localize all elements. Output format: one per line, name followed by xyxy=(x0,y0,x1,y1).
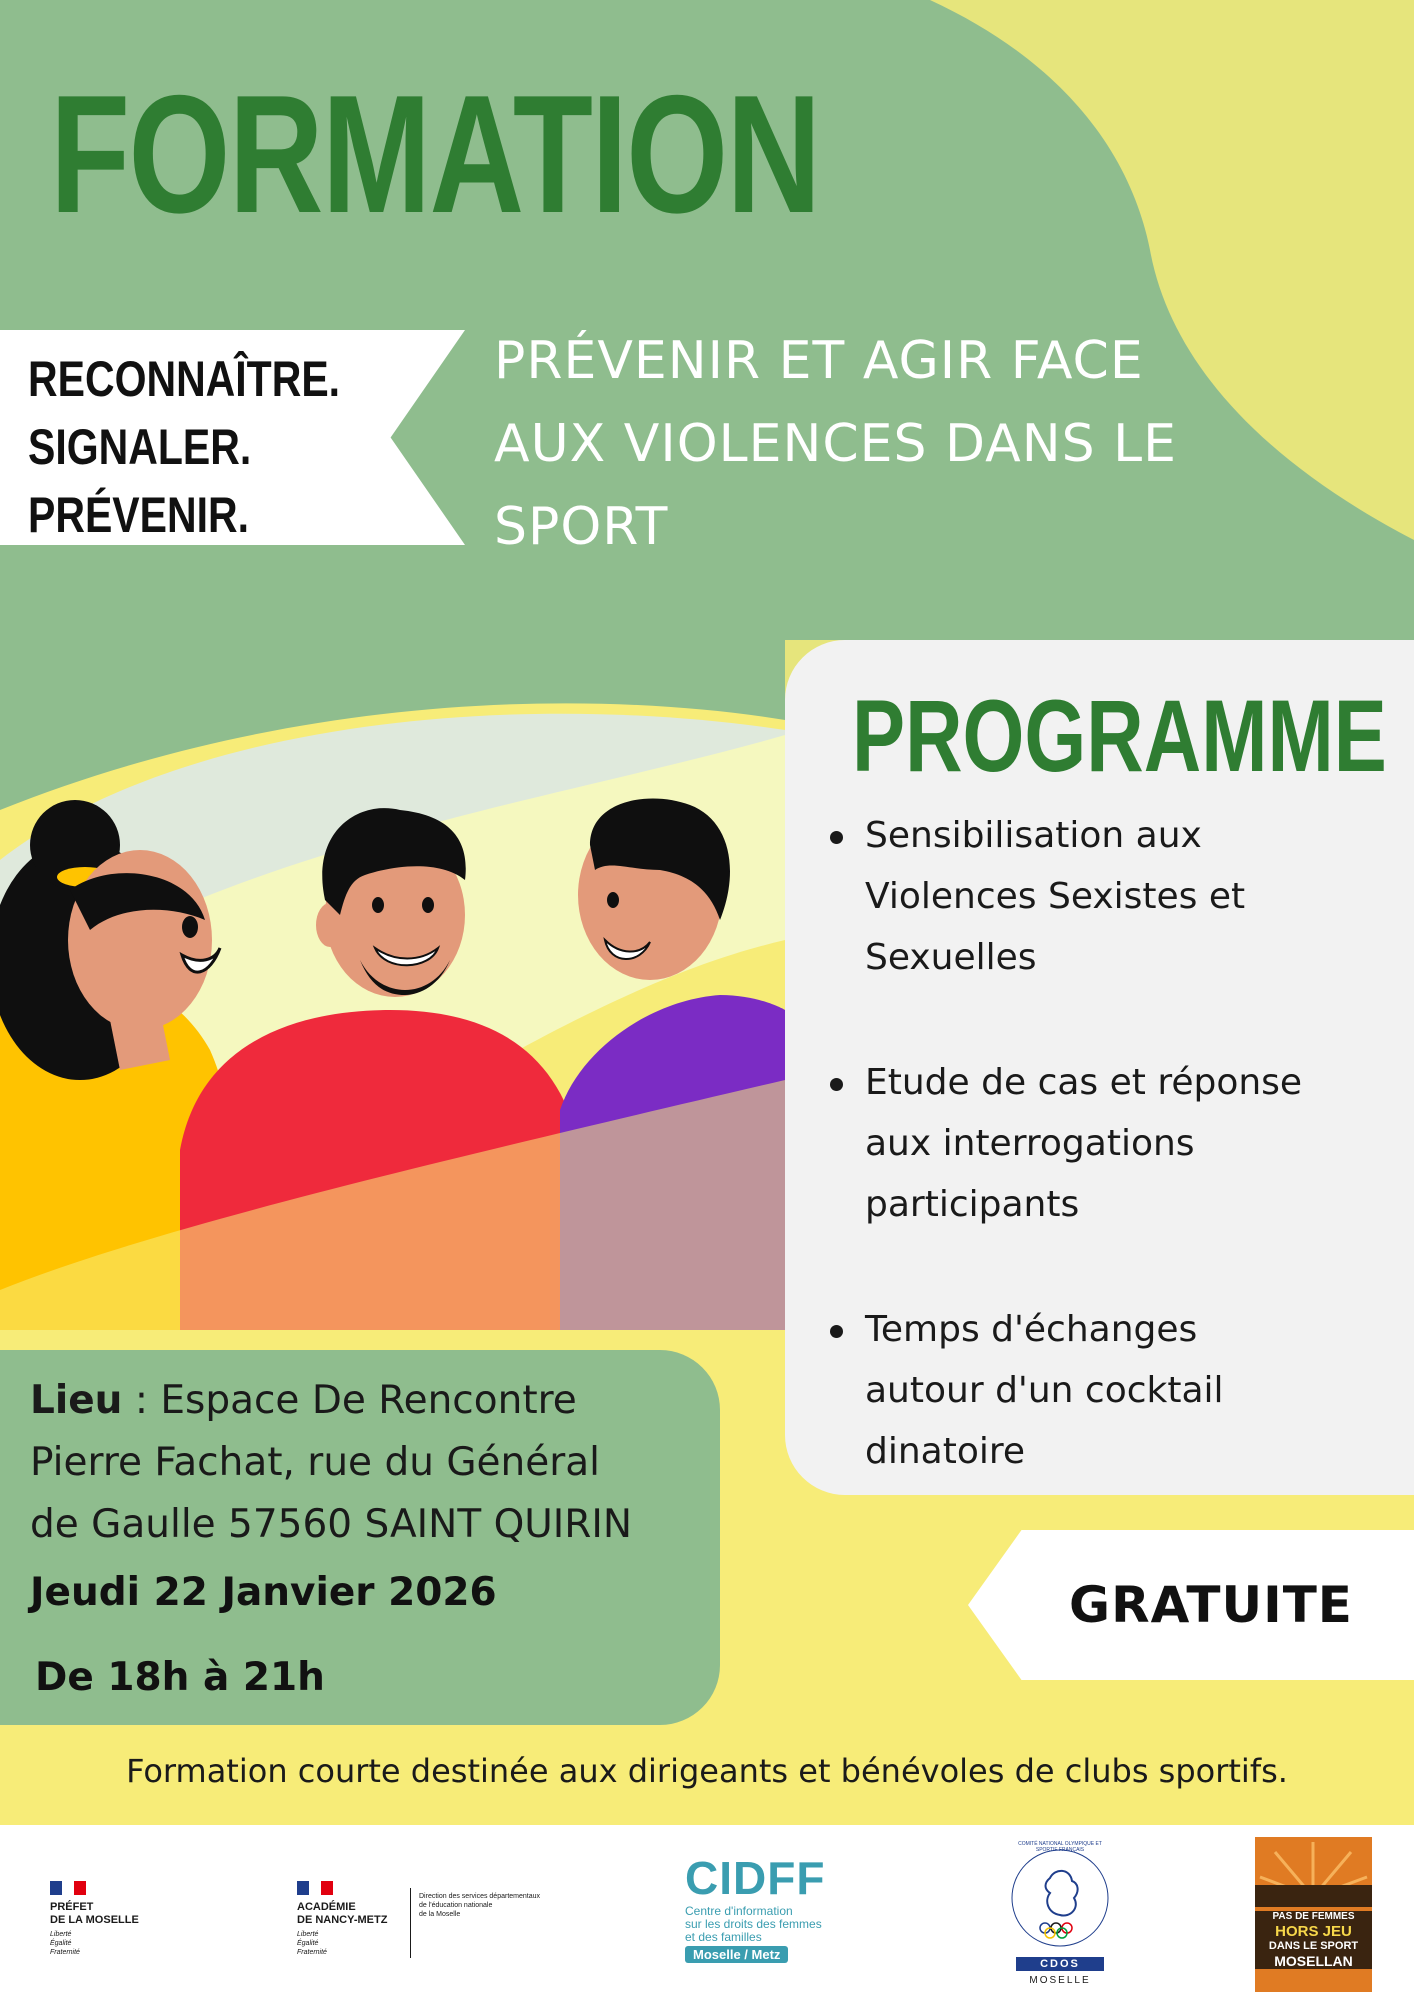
cidff-line: et des familles xyxy=(685,1930,762,1944)
programme-item xyxy=(830,1299,1390,1482)
programme-item-line: participants xyxy=(865,1184,1080,1225)
subtitle xyxy=(494,320,1214,569)
banner-line: SIGNALER. xyxy=(28,419,252,475)
programme-item-line: dinatoire xyxy=(865,1431,1026,1472)
subtitle-line: AUX VIOLENCES DANS LE xyxy=(494,414,1178,474)
price-tag: GRATUITE xyxy=(1069,1576,1353,1634)
banner-tagline xyxy=(28,345,340,549)
prefet-line: PRÉFET xyxy=(50,1901,94,1913)
programme-item-line: autour d'un cocktail xyxy=(865,1370,1224,1411)
programme-list xyxy=(830,805,1390,1546)
hors-jeu-line: PAS DE FEMMES xyxy=(1255,1911,1372,1923)
programme-item xyxy=(830,805,1390,988)
academie-line: ACADÉMIE xyxy=(297,1901,356,1913)
programme-item-line: Sexuelles xyxy=(865,937,1037,978)
programme-item-line: Temps d'échanges xyxy=(865,1309,1198,1350)
hors-jeu-line: HORS JEU xyxy=(1255,1923,1372,1940)
french-flag-icon xyxy=(50,1881,86,1895)
cidff-line: sur les droits des femmes xyxy=(685,1917,822,1931)
subtitle-line: SPORT xyxy=(494,497,669,557)
cdos-sub: MOSELLE xyxy=(1029,1975,1091,1986)
event-hours: De 18h à 21h xyxy=(35,1655,325,1700)
page-title: FORMATION xyxy=(50,60,820,248)
logo-divider xyxy=(410,1888,411,1958)
programme-title: PROGRAMME xyxy=(852,679,1387,793)
hors-jeu-logo xyxy=(1255,1837,1372,1992)
venue-address xyxy=(30,1370,710,1556)
programme-item-line: Sensibilisation aux xyxy=(865,815,1202,856)
prefet-motto: Fraternité xyxy=(50,1949,80,1956)
programme-item-line: aux interrogations xyxy=(865,1123,1195,1164)
cdos-name: CDOS xyxy=(1016,1957,1104,1971)
event-date: Jeudi 22 Janvier 2026 xyxy=(30,1570,497,1615)
olympic-rooster-icon xyxy=(1000,1843,1120,1953)
programme-item-line: Violences Sexistes et xyxy=(865,876,1246,917)
academie-motto: Liberté xyxy=(297,1931,319,1938)
cdos-logo xyxy=(1000,1843,1120,1993)
venue-label: Lieu xyxy=(30,1378,123,1423)
french-flag-icon xyxy=(297,1881,333,1895)
sunburst-crowd-icon xyxy=(1255,1837,1372,1907)
academie-side-text xyxy=(419,1892,579,1919)
partner-logos xyxy=(0,1825,1414,2000)
hors-jeu-line: DANS LE SPORT xyxy=(1255,1940,1372,1953)
cidff-line: Centre d'information xyxy=(685,1904,793,1918)
academie-side-line: Direction des services départementaux xyxy=(419,1893,541,1900)
programme-item-line: Etude de cas et réponse xyxy=(865,1062,1303,1103)
venue-line: de Gaulle 57560 SAINT QUIRIN xyxy=(30,1502,633,1547)
subtitle-line: PRÉVENIR ET AGIR FACE xyxy=(494,331,1144,391)
academie-side-line: de la Moselle xyxy=(419,1911,461,1918)
cidff-badge: Moselle / Metz xyxy=(685,1946,788,1963)
audience-note: Formation courte destinée aux dirigeants et bénévoles de clubs sportifs. xyxy=(126,1752,1288,1790)
cidff-name: CIDFF xyxy=(685,1852,826,1904)
prefet-motto: Égalité xyxy=(50,1940,72,1947)
cidff-logo xyxy=(685,1852,875,1975)
banner-line: RECONNAÎTRE. xyxy=(28,351,341,407)
prefet-logo xyxy=(50,1880,190,1970)
programme-item xyxy=(830,1052,1390,1235)
venue-line: Pierre Fachat, rue du Général xyxy=(30,1440,601,1485)
banner-line: PRÉVENIR. xyxy=(28,487,250,543)
academie-motto: Fraternité xyxy=(297,1949,327,1956)
academie-motto: Égalité xyxy=(297,1940,319,1947)
hors-jeu-line: MOSELLAN xyxy=(1255,1953,1372,1969)
prefet-line: DE LA MOSELLE xyxy=(50,1914,139,1926)
academie-line: DE NANCY-METZ xyxy=(297,1914,388,1926)
venue-separator: : xyxy=(122,1378,161,1423)
academie-logo xyxy=(297,1880,577,1970)
cdos-ring-text: COMITÉ NATIONAL OLYMPIQUE ET SPORTIF FRANÇAIS xyxy=(1018,1841,1102,1853)
prefet-motto: Liberté xyxy=(50,1931,72,1938)
venue-line: Espace De Rencontre xyxy=(160,1378,577,1423)
academie-side-line: de l'éducation nationale xyxy=(419,1902,493,1909)
